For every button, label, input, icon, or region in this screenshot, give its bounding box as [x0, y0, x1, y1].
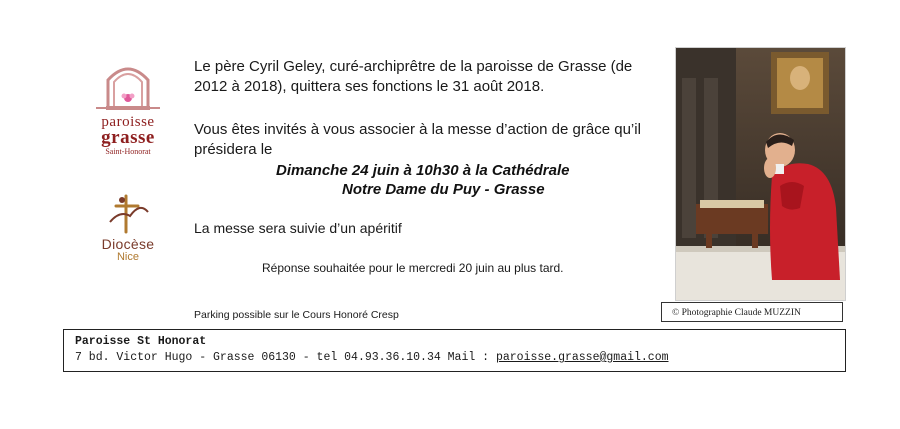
- parking-note: Parking possible sur le Cours Honoré Cresp: [194, 309, 399, 321]
- aperitif-note: La messe sera suivie d’un apéritif: [194, 220, 402, 236]
- logo-word-saint-honorat: Saint-Honorat: [105, 147, 151, 156]
- logo-word-diocese: Diocèse: [101, 236, 155, 252]
- logo-word-nice: Nice: [116, 251, 139, 263]
- dove-cross-icon: [96, 192, 160, 236]
- paroisse-grasse-logo: [86, 56, 170, 156]
- event-date-line: Dimanche 24 juin à 10h30 à la Cathédrale: [276, 162, 570, 179]
- parish-name: Paroisse St Honorat: [75, 335, 207, 348]
- parish-address: [75, 350, 845, 366]
- photo-credit: [661, 302, 843, 322]
- email-link[interactable]: paroisse.grasse@gmail.com: [495, 351, 669, 364]
- logo-word-grasse: grasse: [101, 127, 155, 148]
- invitation-paragraph: Vous êtes invités à vous associer à la messe d’action de grâce qu’il présidera le: [194, 121, 641, 158]
- diocese-nice-logo: [96, 192, 160, 266]
- priest-photo: [675, 47, 846, 301]
- logo-word-paroisse: paroisse: [101, 114, 155, 130]
- photo-credit-name: Claude MUZZIN: [734, 308, 801, 318]
- contact-box: [63, 329, 846, 372]
- event-location-line: Notre Dame du Puy - Grasse: [342, 181, 545, 198]
- cathedral-arch-icon: [86, 56, 170, 116]
- announcement-paragraph: Le père Cyril Geley, curé-archiprêtre de la paroisse de Grasse (de 2012 à 2018), quittera ses fonctions le 31 août 2018.: [194, 58, 633, 95]
- address-text: 7 bd. Victor Hugo - Grasse 06130 - tel 04.93.36.10.34 Mail :: [75, 351, 496, 364]
- photo-credit-prefix: © Photographie: [672, 308, 733, 318]
- rsvp-note: Réponse souhaitée pour le mercredi 20 juin au plus tard.: [262, 261, 564, 275]
